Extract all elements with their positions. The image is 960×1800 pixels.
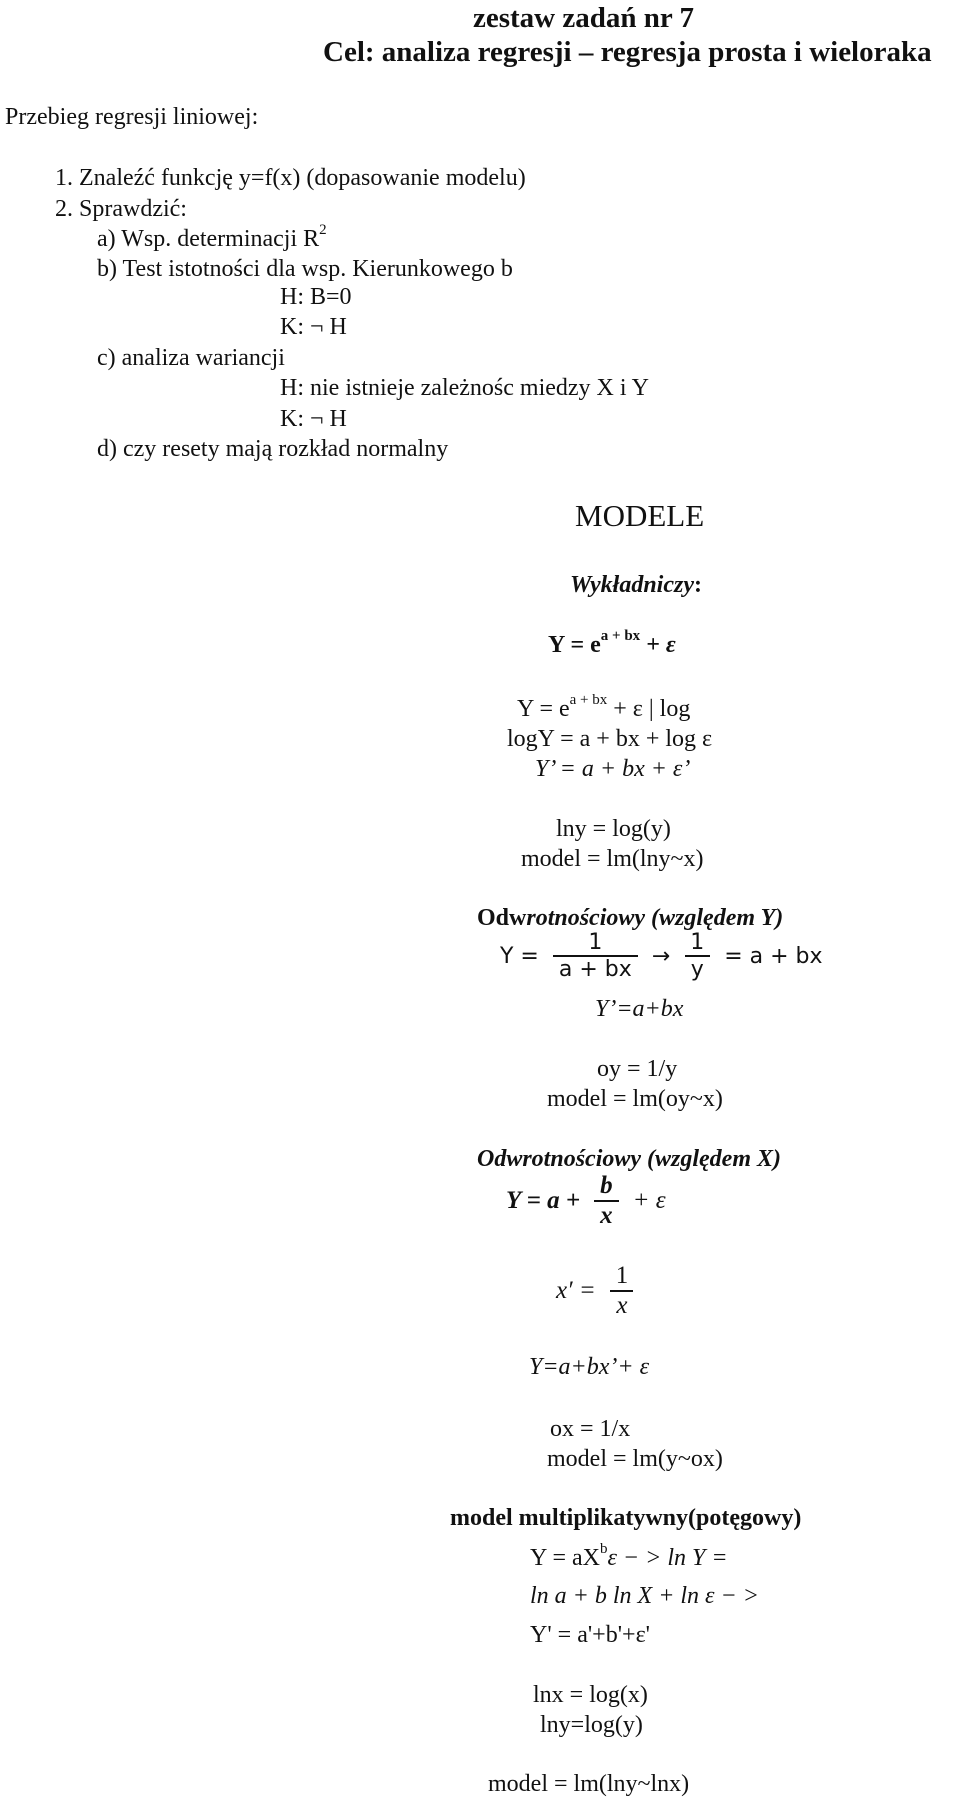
inv-x-frac-den: x — [594, 1200, 619, 1230]
item-b-alternative: K: ¬ H — [280, 314, 347, 340]
exp-equation-2: logY = a + bx + log ε — [507, 726, 713, 752]
inv-x-fraction — [594, 1172, 619, 1230]
exp-eq-main-rhs: + ε — [640, 632, 676, 658]
inv-x-xprime-fraction — [610, 1262, 635, 1320]
inv-y-eq-rhs: = a + bx — [724, 943, 823, 969]
item-c-hypothesis: H: nie istnieje zależnośc miedzy X i Y — [280, 375, 649, 401]
inv-y-frac2-num: 1 — [690, 930, 705, 955]
exp-equation-main — [548, 628, 676, 659]
mult-equation-3: Y' = a'+b'+ε' — [530, 1622, 650, 1648]
mult-code-2: lny=log(y) — [540, 1712, 643, 1738]
exp-eq1-lhs: Y = e — [517, 696, 570, 722]
mult-code-3: model = lm(lny~lnx) — [488, 1771, 690, 1797]
inv-x-heading: Odwrotnościowy (względem X) — [477, 1146, 781, 1172]
document-title-line2: Cel: analiza regresji – regresja prosta i wieloraka — [323, 36, 932, 68]
inv-y-eq2: Y’=a+bx — [595, 996, 684, 1022]
inv-y-fraction-2 — [684, 930, 710, 982]
inv-x-equation-1 — [506, 1172, 666, 1230]
intro-heading: Przebieg regresji liniowej: — [5, 104, 259, 130]
exp-eq-main-lhs: Y = e — [548, 632, 601, 658]
inv-x-eq-rhs: + ε — [632, 1187, 666, 1214]
step-2: 2. Sprawdzić: — [55, 196, 187, 222]
document-title-line1: zestaw zadań nr 7 — [473, 2, 694, 34]
mult-eq1-b: ε − > ln Y = — [607, 1545, 728, 1571]
inv-x-xprime-lhs: x′ = — [556, 1277, 596, 1304]
inv-y-heading — [477, 905, 783, 932]
inv-x-xfrac-den: x — [610, 1290, 633, 1320]
arrow-icon: → — [651, 943, 671, 969]
inv-y-fraction-1 — [553, 930, 638, 982]
mult-heading: model multiplikatywny(potęgowy) — [450, 1505, 802, 1531]
exp-code-2: model = lm(lny~x) — [521, 846, 704, 872]
exp-eq1-rhs: + ε | log — [607, 696, 691, 722]
item-a-sup: 2 — [319, 222, 327, 238]
item-b: b) Test istotności dla wsp. Kierunkowego b — [97, 256, 513, 282]
exp-code-1: lny = log(y) — [556, 816, 671, 842]
exp-heading-text: Wykładniczy — [570, 572, 694, 598]
exp-heading — [570, 572, 702, 599]
inv-y-frac1-num: 1 — [588, 930, 603, 955]
inv-x-equation-2: Y=a+bx’+ ε — [529, 1354, 650, 1380]
step-1: 1. Znaleźć funkcję y=f(x) (dopasowanie modelu) — [55, 165, 526, 191]
inv-y-equation-1 — [500, 930, 823, 982]
inv-x-eq-lhs: Y = a + — [506, 1187, 581, 1214]
inv-y-code-1: oy = 1/y — [597, 1056, 678, 1082]
inv-x-frac-num: b — [600, 1172, 613, 1199]
item-a — [97, 222, 327, 253]
item-c: c) analiza wariancji — [97, 345, 285, 371]
inv-y-eq-y: Y = — [500, 943, 539, 969]
inv-y-frac2-den: y — [685, 955, 710, 982]
item-a-text: a) Wsp. determinacji R — [97, 226, 320, 252]
item-d: d) czy resety mają rozkład normalny — [97, 436, 449, 462]
item-b-hypothesis: H: B=0 — [280, 284, 352, 310]
inv-y-heading-b: rotnościowy (względem Y) — [526, 905, 784, 931]
inv-y-frac1-den: a + bx — [553, 955, 638, 982]
inv-y-code-2: model = lm(oy~x) — [547, 1086, 723, 1112]
exp-eq-main-sup: a + bx — [600, 628, 641, 644]
models-heading: MODELE — [575, 498, 705, 533]
item-c-alternative: K: ¬ H — [280, 406, 347, 432]
inv-x-xfrac-num: 1 — [615, 1262, 629, 1289]
exp-equation-3: Y’ = a + bx + ε’ — [535, 756, 691, 782]
exp-eq1-sup: a + bx — [569, 692, 608, 708]
mult-equation-2: ln a + b ln X + ln ε − > — [530, 1583, 759, 1609]
exp-heading-colon: : — [694, 572, 702, 598]
inv-x-xprime — [556, 1262, 638, 1320]
mult-eq1-sup: b — [599, 1541, 608, 1557]
inv-y-equation-2 — [595, 996, 683, 1023]
inv-y-heading-a: Odw — [477, 905, 527, 931]
inv-x-code-2: model = lm(y~ox) — [547, 1446, 723, 1472]
mult-code-1: lnx = log(x) — [533, 1682, 648, 1708]
inv-x-code-1: ox = 1/x — [550, 1416, 631, 1442]
mult-equation-1 — [530, 1541, 728, 1572]
mult-eq1-a: Y = aX — [530, 1545, 600, 1571]
exp-equation-1 — [517, 692, 691, 723]
